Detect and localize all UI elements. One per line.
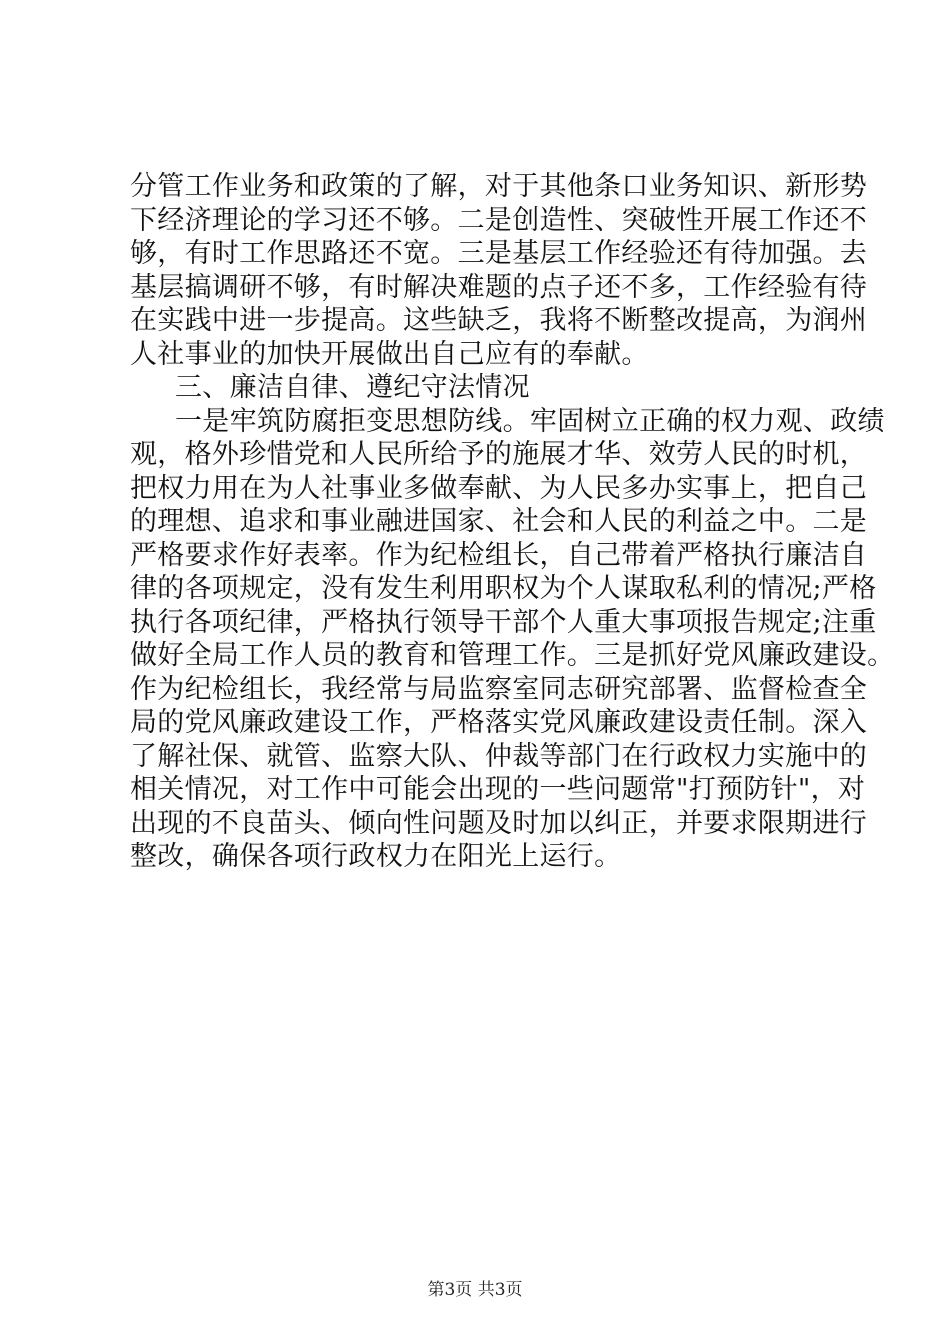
- text-line: 人社事业的加快开展做出自己应有的奉献。: [130, 338, 649, 370]
- page-number-label: 第3页 共3页: [427, 1280, 523, 1300]
- text-line: 局的党风廉政建设工作，严格落实党风廉政建设责任制。深入: [130, 707, 868, 738]
- text-line: 基层搞调研不够，有时解决难题的点子还不多，工作经验有待: [130, 271, 868, 303]
- text-line: 下经济理论的学习还不够。二是创造性、突破性开展工作还不: [130, 204, 868, 236]
- text-line: 了解社保、就管、监察大队、仲裁等部门在行政权力实施中的: [130, 740, 868, 772]
- text-line: 在实践中进一步提高。这些缺乏，我将不断整改提高，为润州: [130, 305, 868, 336]
- page-footer: [0, 1279, 950, 1301]
- paragraph-first-line: 一是牢筑防腐拒变思想防线。牢固树立正确的权力观、政绩: [175, 405, 885, 437]
- text-line: 够，有时工作思路还不宽。三是基层工作经验还有待加强。去: [130, 238, 868, 269]
- text-line: 观，格外珍惜党和人民所给予的施展才华、效劳人民的时机，: [130, 439, 868, 470]
- document-body: [130, 170, 895, 874]
- text-line: 律的各项规定，没有发生利用职权为个人谋取私利的情况;严格: [130, 573, 877, 604]
- section-heading: 三、廉洁自律、遵纪守法情况: [175, 372, 530, 403]
- text-line: 分管工作业务和政策的了解，对于其他条口业务知识、新形势: [130, 171, 868, 202]
- text-line: 作为纪检组长，我经常与局监察室同志研究部署、监督检查全: [130, 673, 868, 705]
- text-line: 做好全局工作人员的教育和管理工作。三是抓好党风廉政建设。: [130, 640, 895, 671]
- text-line: 严格要求作好表率。作为纪检组长，自己带着严格执行廉洁自: [130, 539, 868, 571]
- text-line: 执行各项纪律，严格执行领导干部个人重大事项报告规定;注重: [130, 606, 877, 638]
- text-line: 把权力用在为人社事业多做奉献、为人民多办实事上，把自己: [130, 472, 868, 504]
- text-line: 整改，确保各项行政权力在阳光上运行。: [130, 841, 622, 872]
- text-line: 出现的不良苗头、倾向性问题及时加以纠正，并要求限期进行: [130, 807, 868, 839]
- text-line: 相关情况，对工作中可能会出现的一些问题常"打预防针"，对: [130, 774, 866, 805]
- text-line: 的理想、追求和事业融进国家、社会和人民的利益之中。二是: [130, 506, 868, 537]
